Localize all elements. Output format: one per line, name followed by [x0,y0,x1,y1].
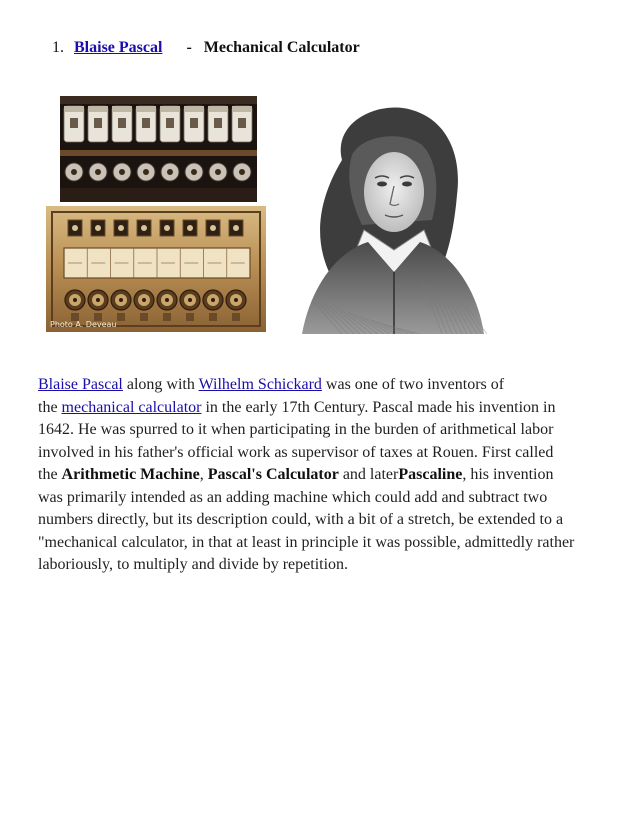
text-span: , [199,466,208,483]
paragraph-line: laboriously, to multiply and divide by repetition. [38,556,349,573]
blaise-pascal-portrait [272,100,494,334]
pascaline-mechanism-image [60,96,257,202]
text-span: was one of two inventors of [321,376,505,393]
paragraph-line: 1642. He was spurred to it when participating in the burden of arithmetical labor [38,421,554,438]
list-number: 1. [52,39,64,56]
paragraph-line: involved in his father's official work as supervisor of taxes at Rouen. First called [38,443,554,461]
paragraph-line [38,464,608,487]
mechanical-calculator-link[interactable]: mechanical calculator [61,398,202,416]
heading-separator: - [186,39,192,56]
pascaline-front-image [46,206,266,332]
photo-credit: Photo A. Deveau [50,320,117,329]
text-span: and later [338,466,399,483]
text-span: along with [122,376,199,393]
text-span: the [38,466,62,483]
pascaline-front-photo [46,206,266,332]
text-span: the [38,398,62,416]
paragraph-line [38,397,608,420]
text-span: in the early 17th Century. Pascal made his invention in [201,398,556,416]
blaise-pascal-heading-link[interactable]: Blaise Pascal [74,39,163,56]
blaise-pascal-link[interactable]: Blaise Pascal [38,376,123,393]
term-arithmetic-machine: Arithmetic Machine [61,466,200,483]
wilhelm-schickard-link[interactable]: Wilhelm Schickard [198,376,322,393]
pascaline-mechanism-photo [60,96,257,202]
term-pascaline: Pascaline [398,466,463,483]
heading-topic: Mechanical Calculator [203,39,360,56]
paragraph-line: was primarily intended as an adding machine which could add and subtract two [38,488,548,506]
text-span: , his invention [462,466,554,483]
section-heading [52,38,360,58]
paragraph-line: "mechanical calculator, in that at least in principle it was possible, admittedly rather [38,533,575,551]
paragraph-line [38,374,608,397]
blaise-pascal-portrait-image [272,100,494,334]
article-paragraph [38,374,608,577]
term-pascals-calculator: Pascal's Calculator [207,466,339,483]
paragraph-line: numbers directly, but its description could, with a bit of a stretch, be extended to a [38,511,564,528]
